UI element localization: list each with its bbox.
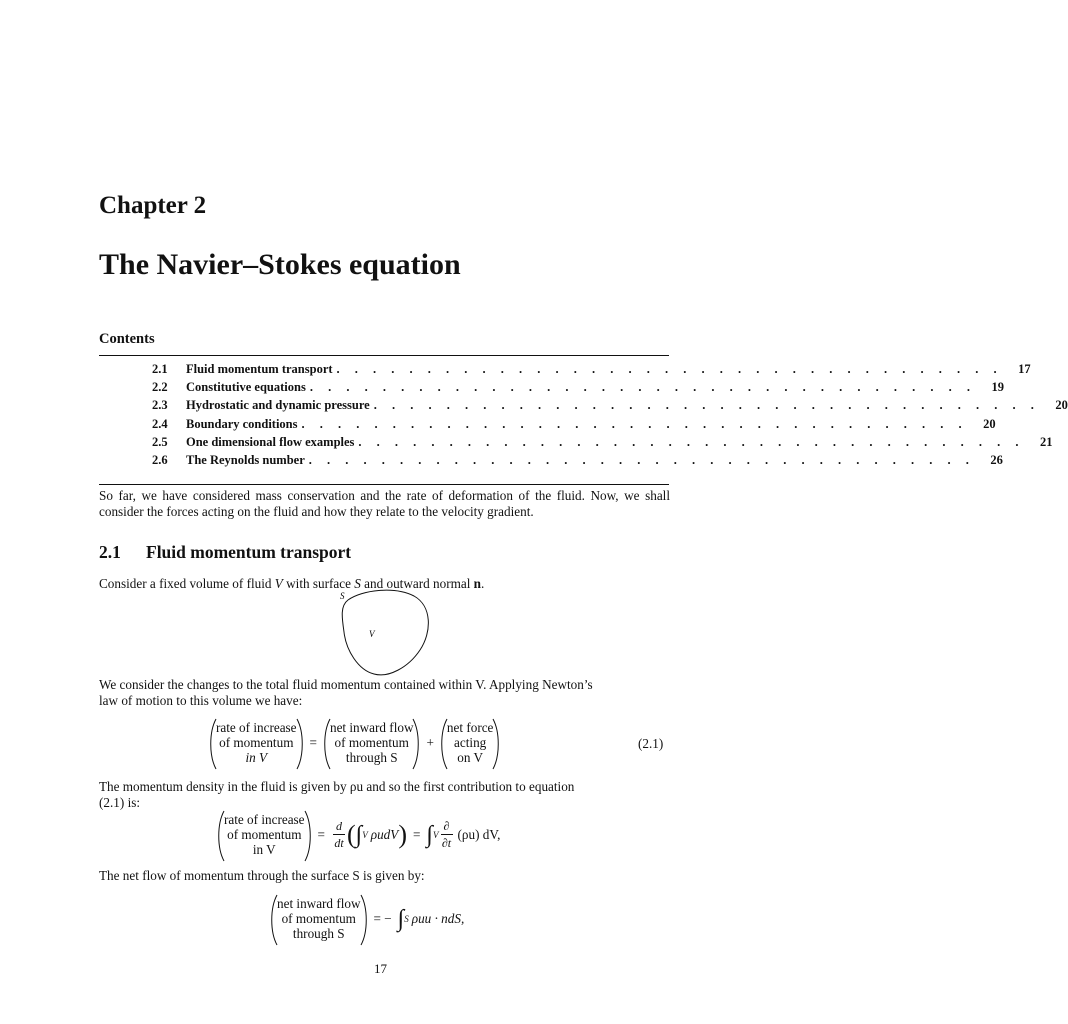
contents-top-rule: [99, 355, 669, 356]
toc-entry-number: 2.5: [152, 434, 168, 449]
eq-term-line: of momentum: [219, 735, 294, 750]
eq-denominator: ∂t: [441, 836, 452, 850]
text-run: and outward normal: [360, 576, 474, 591]
toc-entry-title: Hydrostatic and dynamic pressure: [186, 398, 370, 413]
eq-numerator: d: [335, 819, 342, 833]
integral-sign: ∫: [397, 905, 405, 932]
control-volume-figure: [334, 588, 434, 684]
toc-entry[interactable]: [152, 362, 1031, 380]
eq-term-box: [209, 720, 304, 765]
eq-operator: =: [412, 826, 421, 842]
toc-entry-number: 2.2: [152, 380, 168, 395]
eq-term-line: net inward flow: [277, 896, 361, 911]
eq-paren: (: [346, 819, 356, 849]
eq-term-line: through S: [345, 750, 398, 765]
eq-fraction: [441, 820, 453, 849]
toc-entry-page: 19: [991, 380, 1004, 395]
eq-operator: =: [309, 734, 317, 750]
eq-term-line: of momentum: [227, 827, 302, 842]
text-line: We consider the changes to the total fluid momentum contained within V. Applying Newton’s: [99, 677, 593, 692]
eq-term-line: acting: [454, 735, 487, 750]
eq-numerator: ∂: [443, 819, 450, 833]
text-run: with surface: [282, 576, 355, 591]
chapter-label: Chapter 2: [99, 192, 207, 219]
math-symbol: V: [274, 576, 283, 591]
eq-operator: +: [426, 734, 434, 750]
eq-term-line: of momentum: [281, 911, 356, 926]
eq-term-line: net force: [446, 720, 494, 735]
toc-entry-number: 2.1: [152, 362, 168, 376]
toc-entry-title: Boundary conditions: [186, 416, 298, 431]
toc-entry-page: 21: [1040, 434, 1053, 449]
eq-term-line: rate of increase: [224, 812, 305, 827]
math-symbol: n: [473, 576, 481, 591]
paragraph-momentum-density: [99, 779, 670, 811]
eq-term-line: through S: [292, 926, 345, 941]
equation-rate-of-increase: [217, 812, 500, 857]
eq-term-line: in V: [252, 842, 276, 857]
volume-label: V: [369, 629, 375, 639]
toc-entry[interactable]: [152, 416, 996, 435]
section-heading: [99, 542, 351, 563]
integral-sign: ∫: [355, 821, 363, 848]
intro-paragraph: So far, we have considered mass conservation and the rate of deformation of the fluid. Now, we shall consider the forces acting on the fluid and how they relate to the velocity gradient.: [99, 488, 670, 519]
page-number: 17: [374, 961, 387, 976]
toc-entry[interactable]: [152, 434, 1053, 453]
toc-entry-title: Constitutive equations: [186, 380, 306, 395]
chapter-title: The Navier–Stokes equation: [99, 248, 461, 281]
eq-term-line: rate of increase: [216, 720, 297, 735]
text-line: The momentum density in the fluid is given by ρu and so the first contribution to equation: [99, 779, 575, 794]
paragraph-newton: [99, 677, 670, 709]
eq-fraction: [333, 820, 345, 849]
toc-entry-title: Fluid momentum transport: [186, 362, 333, 376]
toc-entry-page: 26: [990, 452, 1003, 467]
toc-leader-dots: . . . . . . . . . . . . . . . . . . . . . . . . . . . . . . . . . . . . .: [358, 434, 1025, 449]
eq-rest: (ρu) dV,: [457, 826, 501, 842]
text-run: .: [481, 576, 485, 591]
integral-sign: ∫: [426, 821, 433, 848]
eq-integrand: ρudV: [370, 826, 399, 842]
table-of-contents: [152, 362, 1068, 471]
section-title: Fluid momentum transport: [146, 542, 352, 562]
contents-heading: Contents: [99, 331, 155, 347]
toc-entry-number: 2.6: [152, 452, 168, 467]
eq-integrand: ρuu · ndS,: [411, 910, 465, 926]
toc-leader-dots: . . . . . . . . . . . . . . . . . . . . . . . . . . . . . . . . . . . . .: [301, 416, 968, 431]
eq-operator: = −: [373, 910, 392, 926]
eq-term-box: [323, 720, 421, 765]
eq-term-line: on V: [457, 750, 484, 765]
equation-number: (2.1): [638, 736, 664, 751]
eq-denominator: dt: [334, 836, 344, 850]
control-volume-diagram: [334, 588, 434, 680]
toc-leader-dots: . . . . . . . . . . . . . . . . . . . . . . . . . . . . . . . . . . . . .: [336, 362, 1003, 376]
eq-operator: =: [317, 826, 325, 842]
integral-subscript: V: [433, 829, 439, 840]
toc-entry-number: 2.4: [152, 416, 168, 431]
math-symbol: S: [354, 576, 361, 591]
toc-entry-title: The Reynolds number: [186, 452, 305, 467]
volume-boundary: [342, 590, 428, 675]
eq-term-box: [270, 896, 368, 941]
toc-leader-dots: . . . . . . . . . . . . . . . . . . . . . . . . . . . . . . . . . . . . .: [373, 398, 1040, 413]
toc-entry[interactable]: [152, 398, 1068, 416]
toc-entry[interactable]: [152, 380, 1004, 398]
eq-term-line: net inward flow: [329, 720, 414, 735]
toc-entry[interactable]: [152, 452, 1003, 471]
integral-subscript: S: [404, 913, 409, 924]
toc-entry-page: 20: [1055, 398, 1068, 413]
integral-subscript: V: [362, 829, 368, 840]
equation-net-inward-flow: [270, 896, 464, 941]
paragraph-net-flow: The net flow of momentum through the surface S is given by:: [99, 868, 425, 883]
toc-entry-title: One dimensional flow examples: [186, 434, 355, 449]
surface-label: S: [340, 591, 345, 601]
contents-bottom-rule: [99, 484, 669, 485]
text-line: law of motion to this volume we have:: [99, 693, 303, 708]
eq-term-line: of momentum: [334, 735, 409, 750]
toc-entry-number: 2.3: [152, 398, 168, 413]
toc-leader-dots: . . . . . . . . . . . . . . . . . . . . . . . . . . . . . . . . . . . . .: [308, 452, 975, 467]
toc-leader-dots: . . . . . . . . . . . . . . . . . . . . . . . . . . . . . . . . . . . . .: [309, 380, 976, 395]
eq-term-box: [440, 720, 501, 765]
eq-paren: ): [398, 819, 407, 849]
text-line: (2.1) is:: [99, 795, 141, 810]
text-run: Consider a fixed volume of fluid: [99, 576, 275, 591]
toc-entry-page: 20: [983, 416, 996, 431]
eq-term-line: in V: [245, 750, 268, 765]
equation-2-1: [209, 720, 500, 765]
toc-entry-page: 17: [1018, 362, 1031, 376]
section-number: 2.1: [99, 542, 121, 562]
eq-term-box: [217, 812, 312, 857]
